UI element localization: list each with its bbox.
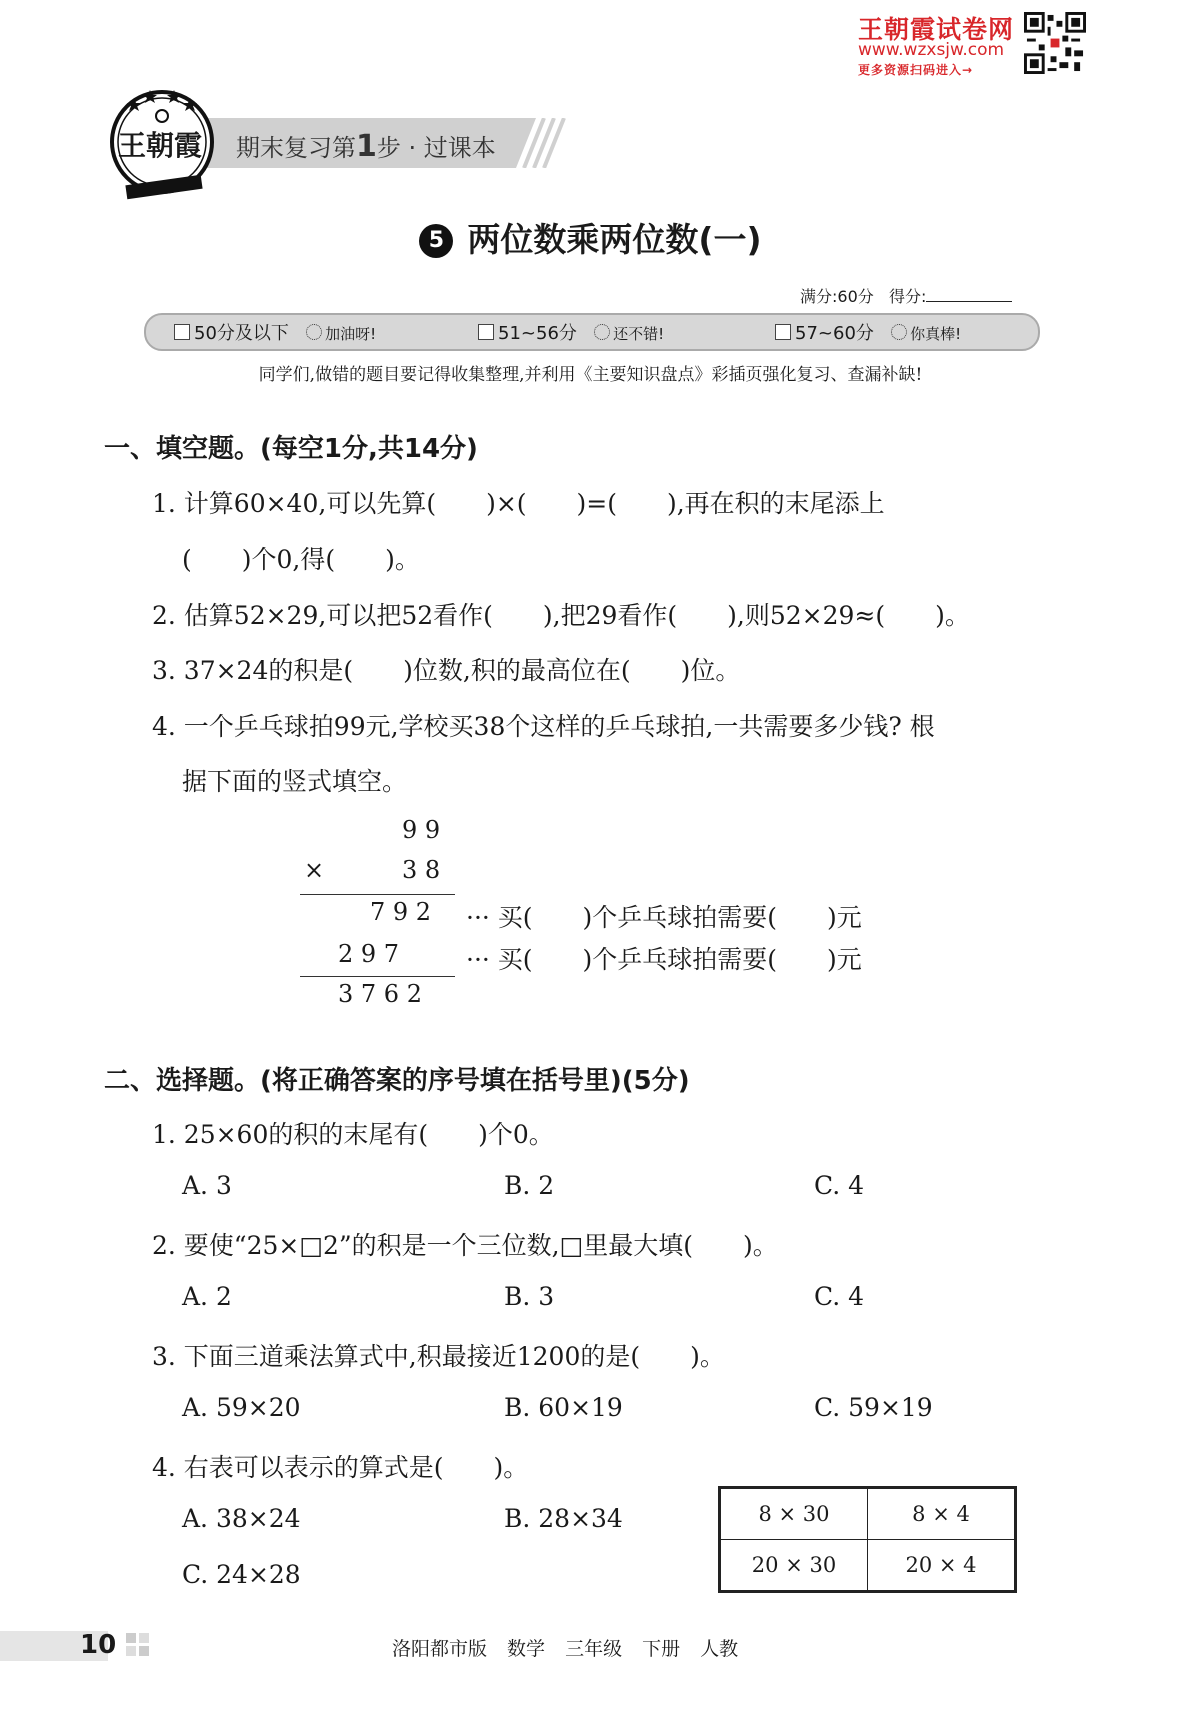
smile-icon bbox=[306, 324, 322, 340]
score-label: 得分: bbox=[889, 287, 927, 306]
s2-q1-option-c[interactable]: C. 4 bbox=[814, 1171, 865, 1200]
table-cell: 8 × 4 bbox=[868, 1489, 1015, 1540]
grade-option-3[interactable]: 57~60分 你真棒! bbox=[775, 319, 961, 345]
s2-q2-option-a[interactable]: A. 2 bbox=[182, 1282, 232, 1311]
s1-question-4-line2: 据下面的竖式填空。 bbox=[182, 767, 408, 796]
tip-text: 同学们,做错的题目要记得收集整理,并利用《主要知识盘点》彩插页强化复习、查漏补缺! bbox=[258, 365, 923, 385]
smile-icon bbox=[594, 324, 610, 340]
s2-question-2: 2. 要使“25×□2”的积是一个三位数,□里最大填( )。 bbox=[152, 1231, 778, 1260]
calc-row-4: 2 9 7 bbox=[338, 940, 400, 968]
s2-q4-option-b[interactable]: B. 28×34 bbox=[504, 1504, 623, 1533]
checkbox[interactable] bbox=[478, 324, 494, 340]
unit-number: 5 bbox=[419, 224, 453, 258]
brand-logo-text: 王朝霞 bbox=[118, 129, 203, 162]
calc-rule-1 bbox=[300, 894, 455, 895]
grade-option-2[interactable]: 51~56分 还不错! bbox=[478, 319, 664, 345]
calc-row-1: 9 9 bbox=[402, 816, 441, 844]
table-row bbox=[721, 1540, 1015, 1591]
s2-question-1: 1. 25×60的积的末尾有( )个0。 bbox=[152, 1120, 554, 1149]
footer-edition: 洛阳都市版 数学 三年级 下册 人教 bbox=[392, 1638, 739, 1660]
calc-note-2: ··· 买( )个乒乓球拍需要( )元 bbox=[466, 945, 862, 974]
s2-q2-option-c[interactable]: C. 4 bbox=[814, 1282, 865, 1311]
calc-note-1: ··· 买( )个乒乓球拍需要( )元 bbox=[466, 903, 862, 932]
banner-title: 期末复习第1步 · 过课本 bbox=[236, 129, 496, 164]
s2-q1-option-b[interactable]: B. 2 bbox=[504, 1171, 555, 1200]
checkbox[interactable] bbox=[174, 324, 190, 340]
page-number: 10 bbox=[80, 1630, 117, 1660]
qr-code-icon[interactable] bbox=[1024, 12, 1086, 74]
table-cell: 20 × 30 bbox=[721, 1540, 868, 1591]
table-cell: 8 × 30 bbox=[721, 1489, 868, 1540]
s2-q4-option-c[interactable]: C. 24×28 bbox=[182, 1560, 301, 1589]
checkbox[interactable] bbox=[775, 324, 791, 340]
s1-question-1-line2: ( )个0,得( )。 bbox=[182, 545, 420, 574]
s1-question-1-line1: 1. 计算60×40,可以先算( )×( )=( ),再在积的末尾添上 bbox=[152, 489, 885, 518]
calc-times-sign: × bbox=[304, 856, 325, 884]
section2-title: 二、选择题。(将正确答案的序号填在括号里)(5分) bbox=[104, 1066, 690, 1096]
s2-q2-option-b[interactable]: B. 3 bbox=[504, 1282, 555, 1311]
table-cell: 20 × 4 bbox=[868, 1540, 1015, 1591]
s1-question-4-line1: 4. 一个乒乓球拍99元,学校买38个这样的乒乓球拍,一共需要多少钱? 根 bbox=[152, 712, 935, 741]
s2-question-4: 4. 右表可以表示的算式是( )。 bbox=[152, 1453, 529, 1482]
corner-deco-icon bbox=[126, 1633, 150, 1657]
brand-url[interactable]: www.wzxsjw.com bbox=[858, 40, 1005, 60]
score-area bbox=[800, 284, 1012, 307]
score-blank[interactable] bbox=[926, 287, 1012, 302]
grade-option-1[interactable]: 50分及以下 加油呀! bbox=[174, 319, 376, 345]
full-score: 满分:60分 bbox=[800, 287, 874, 306]
s2-q1-option-a[interactable]: A. 3 bbox=[182, 1171, 232, 1200]
section1-title: 一、填空题。(每空1分,共14分) bbox=[104, 434, 478, 464]
calc-row-3: 7 9 2 bbox=[370, 898, 432, 926]
brand-title: 王朝霞试卷网 bbox=[858, 15, 1015, 44]
smile-icon bbox=[891, 324, 907, 340]
calc-row-2: 3 8 bbox=[402, 856, 441, 884]
s2-q3-option-c[interactable]: C. 59×19 bbox=[814, 1393, 933, 1422]
unit-title: 5 两位数乘两位数(一) bbox=[0, 214, 1181, 261]
multiplication-table bbox=[720, 1488, 1015, 1591]
table-row bbox=[721, 1489, 1015, 1540]
s1-question-3: 3. 37×24的积是( )位数,积的最高位在( )位。 bbox=[152, 656, 741, 685]
s2-question-3: 3. 下面三道乘法算式中,积最接近1200的是( )。 bbox=[152, 1342, 725, 1371]
calc-row-5: 3 7 6 2 bbox=[338, 980, 422, 1008]
s2-q3-option-b[interactable]: B. 60×19 bbox=[504, 1393, 623, 1422]
calc-rule-2 bbox=[300, 976, 455, 977]
brand-subtitle: 更多资源扫码进入→ bbox=[858, 63, 974, 77]
s1-question-2: 2. 估算52×29,可以把52看作( ),把29看作( ),则52×29≈( )。 bbox=[152, 601, 970, 630]
s2-q4-option-a[interactable]: A. 38×24 bbox=[182, 1504, 301, 1533]
s2-q3-option-a[interactable]: A. 59×20 bbox=[182, 1393, 301, 1422]
